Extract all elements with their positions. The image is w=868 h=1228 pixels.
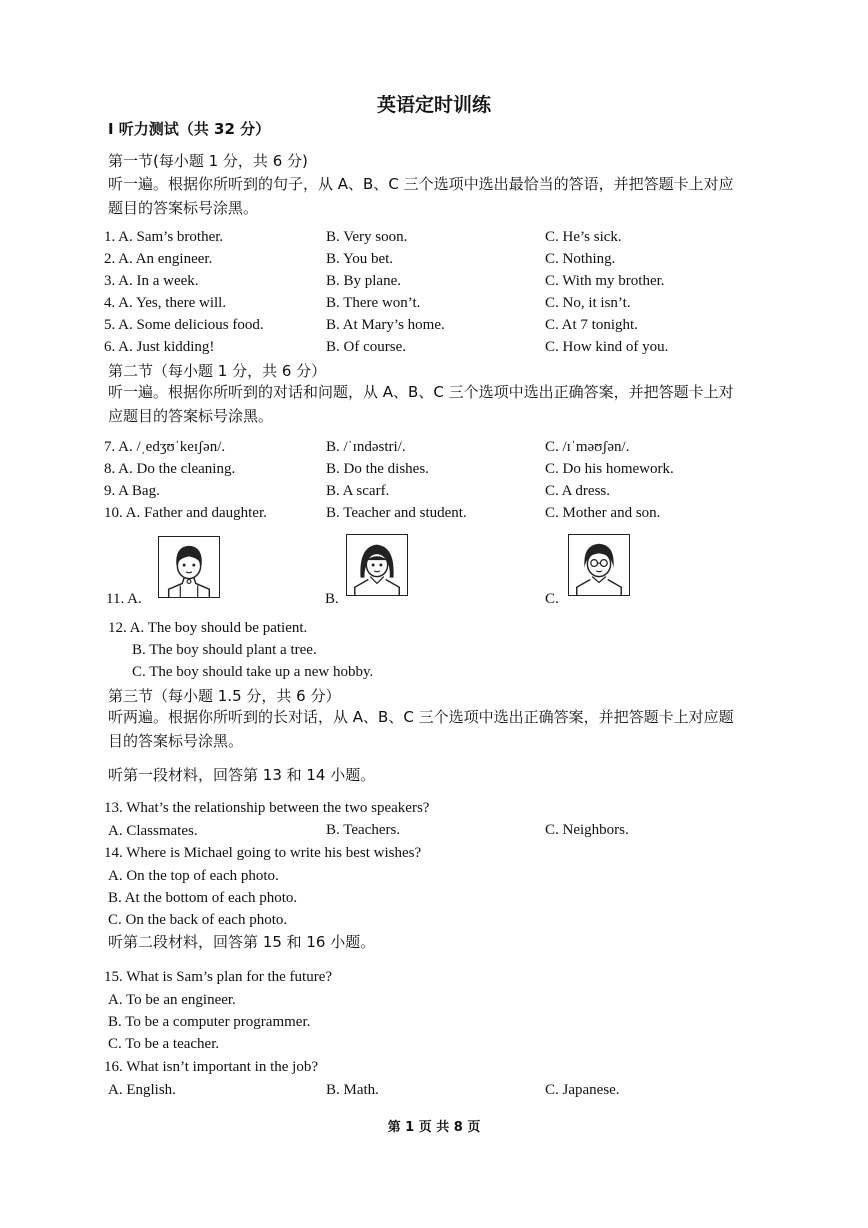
section1-heading: 第一节(每小题 1 分，共 6 分) [108, 152, 308, 170]
section2-heading: 第二节（每小题 1 分，共 6 分） [108, 362, 327, 380]
q14-option-a: A. On the top of each photo. [108, 868, 279, 884]
q15-stem: 15. What is Sam’s plan for the future? [104, 969, 333, 985]
q1-option-b: B. Very soon. [326, 229, 408, 245]
q10-option-b: B. Teacher and student. [326, 505, 467, 521]
q11-picture-b [346, 534, 408, 596]
q11-picture-c [568, 534, 630, 596]
q12-option-b: B. The boy should plant a tree. [132, 642, 317, 658]
q14-stem: 14. Where is Michael going to write his best wishes? [104, 845, 422, 861]
q2-option-c: C. Nothing. [545, 251, 616, 267]
q11-picture-a [158, 536, 220, 598]
q7-option-b: B. /ˈɪndəstri/. [326, 439, 406, 455]
q9-option-a: 9. A Bag. [104, 483, 160, 499]
part1-heading: I 听力测试（共 32 分） [108, 120, 271, 138]
q15-option-c: C. To be a teacher. [108, 1036, 220, 1052]
q13-option-a: A. Classmates. [108, 823, 198, 839]
section3-instruction-line1: 听两遍。根据你所听到的长对话，从 A、B、C 三个选项中选出正确答案，并把答题卡上对应题 [108, 708, 734, 726]
q8-option-a: 8. A. Do the cleaning. [104, 461, 236, 477]
long-hair-girl-icon [347, 535, 407, 595]
q3-option-b: B. By plane. [326, 273, 401, 289]
section3-instruction-line2: 目的答案标号涂黑。 [108, 732, 244, 750]
q3-option-a: 3. A. In a week. [104, 273, 199, 289]
q8-option-b: B. Do the dishes. [326, 461, 429, 477]
material2-instruction: 听第二段材料，回答第 15 和 16 小题。 [108, 933, 376, 951]
q4-option-c: C. No, it isn’t. [545, 295, 631, 311]
q12-option-a: 12. A. The boy should be patient. [108, 620, 308, 636]
q10-option-a: 10. A. Father and daughter. [104, 505, 267, 521]
q5-option-b: B. At Mary’s home. [326, 317, 445, 333]
q5-option-c: C. At 7 tonight. [545, 317, 638, 333]
q15-option-b: B. To be a computer programmer. [108, 1014, 311, 1030]
section1-instruction-line2: 题目的答案标号涂黑。 [108, 199, 259, 217]
q3-option-c: C. With my brother. [545, 273, 665, 289]
section3-heading: 第三节（每小题 1.5 分，共 6 分） [108, 687, 341, 705]
q1-option-a: 1. A. Sam’s brother. [104, 229, 224, 245]
q1-option-c: C. He’s sick. [545, 229, 622, 245]
q6-option-a: 6. A. Just kidding! [104, 339, 215, 355]
section2-instruction-line1: 听一遍。根据你所听到的对话和问题，从 A、B、C 三个选项中选出正确答案，并把答题卡上对 [108, 383, 734, 401]
q7-option-c: C. /ɪˈməʊʃən/. [545, 439, 630, 455]
q13-option-c: C. Neighbors. [545, 822, 629, 838]
section2-instruction-line2: 应题目的答案标号涂黑。 [108, 407, 274, 425]
q4-option-b: B. There won’t. [326, 295, 421, 311]
q6-option-b: B. Of course. [326, 339, 406, 355]
q16-option-c: C. Japanese. [545, 1082, 620, 1098]
q10-option-c: C. Mother and son. [545, 505, 661, 521]
q16-option-b: B. Math. [326, 1082, 379, 1098]
q11-label-a: 11. A. [106, 591, 142, 607]
q12-option-c: C. The boy should take up a new hobby. [132, 664, 374, 680]
short-hair-person-icon [159, 537, 219, 597]
q7-option-a: 7. A. /ˌedʒʊˈkeɪʃən/. [104, 439, 226, 455]
q16-stem: 16. What isn’t important in the job? [104, 1059, 318, 1075]
page-title: 英语定时训练 [376, 94, 491, 116]
q9-option-b: B. A scarf. [326, 483, 390, 499]
q13-option-b: B. Teachers. [326, 822, 401, 838]
q11-label-b: B. [325, 591, 339, 607]
section1-instruction-line1: 听一遍。根据你所听到的句子，从 A、B、C 三个选项中选出最恰当的答语，并把答题卡上对应 [108, 175, 734, 193]
q11-label-c: C. [545, 591, 559, 607]
q13-stem: 13. What’s the relationship between the two speakers? [104, 800, 430, 816]
q14-option-c: C. On the back of each photo. [108, 912, 288, 928]
q2-option-b: B. You bet. [326, 251, 394, 267]
q16-option-a: A. English. [108, 1082, 176, 1098]
q8-option-c: C. Do his homework. [545, 461, 674, 477]
q6-option-c: C. How kind of you. [545, 339, 669, 355]
q5-option-a: 5. A. Some delicious food. [104, 317, 264, 333]
q9-option-c: C. A dress. [545, 483, 611, 499]
page-number: 第 1 页 共 8 页 [387, 1120, 481, 1135]
material1-instruction: 听第一段材料，回答第 13 和 14 小题。 [108, 766, 376, 784]
glasses-person-icon [569, 535, 629, 595]
q15-option-a: A. To be an engineer. [108, 992, 236, 1008]
q4-option-a: 4. A. Yes, there will. [104, 295, 227, 311]
q2-option-a: 2. A. An engineer. [104, 251, 213, 267]
q14-option-b: B. At the bottom of each photo. [108, 890, 298, 906]
